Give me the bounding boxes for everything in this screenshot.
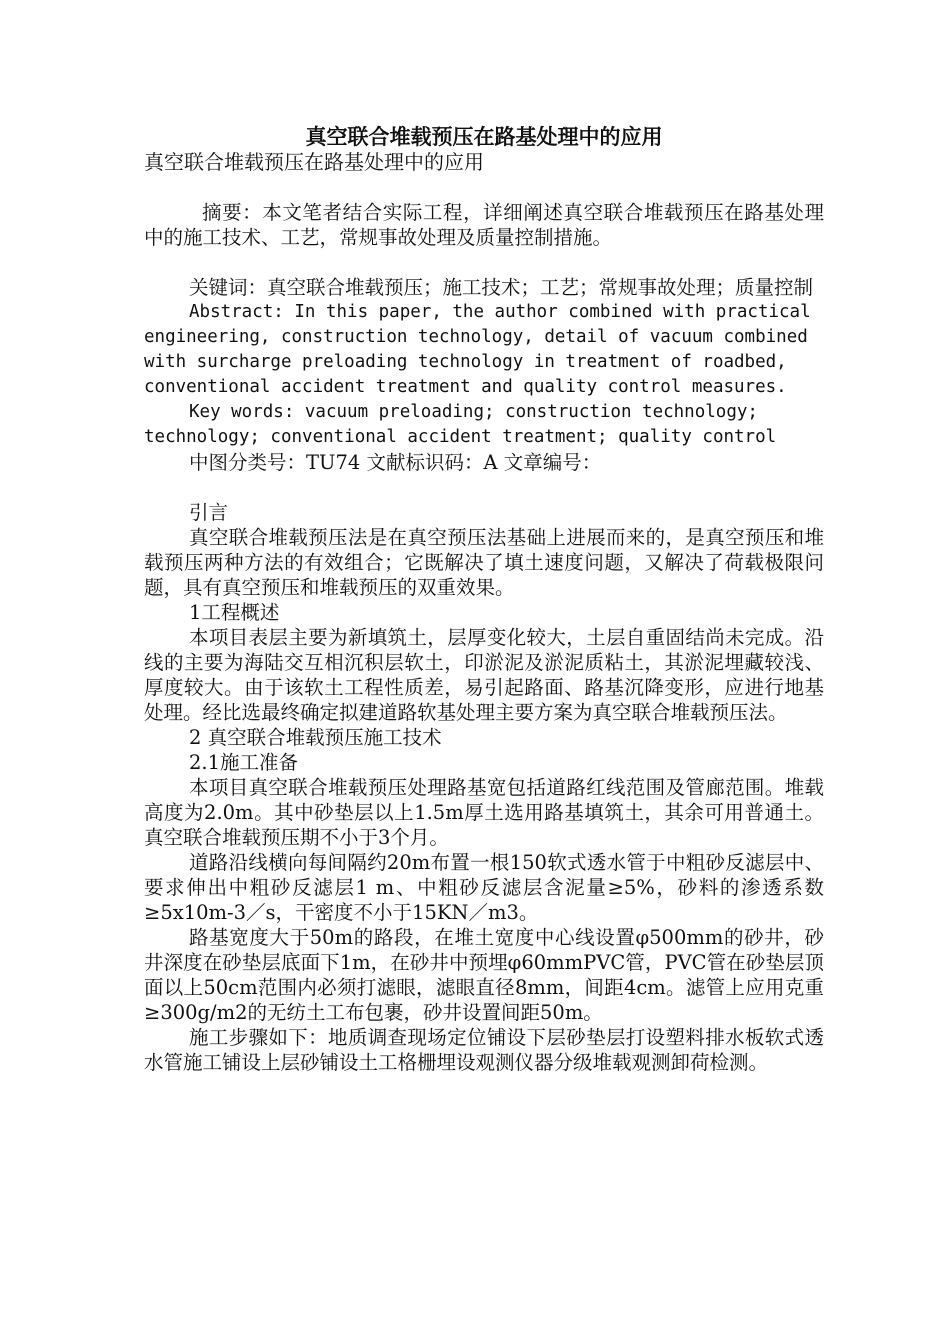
document-title: 真空联合堆载预压在路基处理中的应用 bbox=[305, 124, 663, 149]
classification-line: 中图分类号：TU74 文献标识码：A 文章编号： bbox=[189, 451, 602, 474]
section-2-1-paragraph-4: 施工步骤如下：地质调查现场定位铺设下层砂垫层打设塑料排水板软式透水管施工铺设上层砂铺设土工格栅埋设观测仪器分级堆载观测卸荷检测。 bbox=[144, 1026, 824, 1074]
document-subtitle: 真空联合堆载预压在路基处理中的应用 bbox=[144, 150, 484, 174]
section-2-heading: 2 真空联合堆载预压施工技术 bbox=[189, 726, 442, 749]
intro-paragraph: 真空联合堆载预压法是在真空预压法基础上进展而来的，是真空预压和堆载预压两种方法的有效组合；它既解决了填土速度问题，又解决了荷载极限问题，具有真空预压和堆载预压的双重效果。 bbox=[144, 526, 824, 599]
keywords-english: Key words: vacuum preloading; construction technology; technology; conventional accident treatment; quality control bbox=[144, 402, 777, 447]
section-2-1-heading: 2.1施工准备 bbox=[189, 751, 299, 774]
section-1-paragraph: 本项目表层主要为新填筑土，层厚变化较大，土层自重固结尚未完成。沿线的主要为海陆交互相沉积层软土，印淤泥及淤泥质粘土，其淤泥埋藏较浅、厚度较大。由于该软土工程性质差，易引起路面、路基沉降变形，应进行地基处理。经比选最终确定拟建道路软基处理主要方案为真空联合堆载预压法。 bbox=[144, 626, 824, 724]
abstract-english: Abstract: In this paper, the author combined with practical engineering, construction technology, detail of vacuum combined with surcharge preloading technology in treatment of roadbed, conventional accident treatment and quality control measures. bbox=[144, 302, 811, 397]
keywords-paragraph: 关键词：真空联合堆载预压；施工技术；工艺；常规事故处理；质量控制 bbox=[189, 276, 814, 299]
section-2-1-paragraph-2: 道路沿线横向每间隔约20m布置一根150软式透水管于中粗砂反滤层中、要求伸出中粗砂反滤层1 m、中粗砂反滤层含泥量≥5%，砂料的渗透系数≥5x10m-3／s，干密度不小于15KN／m3。 bbox=[144, 851, 824, 924]
spacer bbox=[144, 175, 824, 200]
abstract-paragraph: 摘要：本文笔者结合实际工程，详细阐述真空联合堆载预压在路基处理中的施工技术、工艺，常规事故处理及质量控制措施。 bbox=[144, 201, 824, 249]
spacer bbox=[144, 250, 824, 275]
section-1-heading: 1工程概述 bbox=[189, 601, 280, 624]
document-body bbox=[144, 124, 824, 1075]
intro-heading: 引言 bbox=[189, 501, 229, 524]
spacer bbox=[144, 475, 824, 500]
section-2-1-paragraph-3: 路基宽度大于50m的路段，在堆土宽度中心线设置φ500mm的砂井，砂井深度在砂垫层底面下1m，在砂井中预埋φ60mmPVC管，PVC管在砂垫层顶面以上50cm范围内必须打滤眼，滤眼直径8mm，间距4cm。滤管上应用克重≥300g/m2的无纺土工布包裹，砂井设置间距50m。 bbox=[144, 926, 824, 1024]
section-2-1-paragraph-1: 本项目真空联合堆载预压处理路基宽包括道路红线范围及管廊范围。堆载高度为2.0m。其中砂垫层以上1.5m厚土选用路基填筑土，其余可用普通土。真空联合堆载预压期不小于3个月。 bbox=[144, 776, 824, 849]
